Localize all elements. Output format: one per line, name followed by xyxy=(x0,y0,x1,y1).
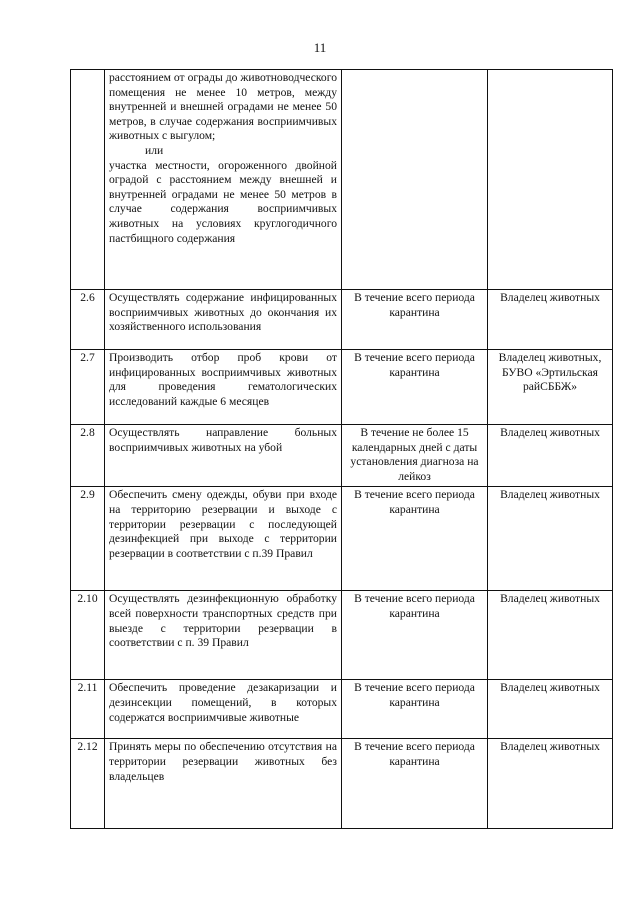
cell-term: В течение всего периода карантина xyxy=(342,290,488,350)
cell-term: В течение всего периода карантина xyxy=(342,487,488,591)
table-row xyxy=(71,680,613,739)
cell-responsible: Владелец животных xyxy=(488,290,613,350)
table-row xyxy=(71,739,613,829)
cell-num: 2.7 xyxy=(71,350,105,425)
cell-num: 2.8 xyxy=(71,425,105,487)
continuation-text-1: расстоянием от ограды до животноводческого помещения не менее 10 метров, между внутренней и внешней оградами не менее 50 метров, в случае содержания восприимчивых животных с выгулом; xyxy=(109,71,337,143)
cell-action-continuation xyxy=(105,70,342,290)
cell-responsible: Владелец животных, БУВО «Эртильская райСББЖ» xyxy=(488,350,613,425)
cell-responsible-empty xyxy=(488,70,613,290)
cell-term: В течение всего периода карантина xyxy=(342,350,488,425)
cell-num: 2.11 xyxy=(71,680,105,739)
cell-num: 2.9 xyxy=(71,487,105,591)
continuation-text-or: или xyxy=(145,143,164,157)
cell-action: Осуществлять дезинфекционную обработку всей поверхности транспортных средств при выезде с территории резервации в соответствии с п. 39 Правил xyxy=(105,591,342,680)
cell-term: В течение всего периода карантина xyxy=(342,680,488,739)
cell-term: В течение всего периода карантина xyxy=(342,591,488,680)
cell-responsible: Владелец животных xyxy=(488,680,613,739)
table-row-continuation xyxy=(71,70,613,290)
cell-action: Принять меры по обеспечению отсутствия на территории резервации животных без владельцев xyxy=(105,739,342,829)
cell-action: Осуществлять направление больных восприимчивых животных на убой xyxy=(105,425,342,487)
table-row xyxy=(71,425,613,487)
table-row xyxy=(71,591,613,680)
cell-action: Осуществлять содержание инфицированных восприимчивых животных до окончания их хозяйственного использования xyxy=(105,290,342,350)
cell-responsible: Владелец животных xyxy=(488,739,613,829)
cell-action: Обеспечить проведение дезакаризации и дезинсекции помещений, в которых содержатся восприимчивые животные xyxy=(105,680,342,739)
cell-num-empty xyxy=(71,70,105,290)
continuation-text-2: участка местности, огороженного двойной оградой с расстоянием между внешней и внутренней оградами не менее 50 метров в случае содержания восприимчивых животных на условиях круглогодичного пастбищного содержания xyxy=(109,158,337,245)
table-row xyxy=(71,487,613,591)
cell-term: В течение всего периода карантина xyxy=(342,739,488,829)
cell-term-empty xyxy=(342,70,488,290)
cell-action: Обеспечить смену одежды, обуви при входе на территорию резервации и выходе с территории резервации с последующей дезинфекцией при выходе с территории резервации в соответствии с п.39 Правил xyxy=(105,487,342,591)
table-row xyxy=(71,290,613,350)
cell-num: 2.10 xyxy=(71,591,105,680)
cell-term: В течение не более 15 календарных дней с даты установления диагноза на лейкоз xyxy=(342,425,488,487)
cell-responsible: Владелец животных xyxy=(488,425,613,487)
page-number: 11 xyxy=(313,40,327,55)
cell-responsible: Владелец животных xyxy=(488,487,613,591)
cell-num: 2.12 xyxy=(71,739,105,829)
cell-action: Производить отбор проб крови от инфицированных восприимчивых животных для проведения гематологических исследований каждые 6 месяцев xyxy=(105,350,342,425)
measures-table xyxy=(70,69,613,829)
cell-num: 2.6 xyxy=(71,290,105,350)
cell-responsible: Владелец животных xyxy=(488,591,613,680)
table-row xyxy=(71,350,613,425)
